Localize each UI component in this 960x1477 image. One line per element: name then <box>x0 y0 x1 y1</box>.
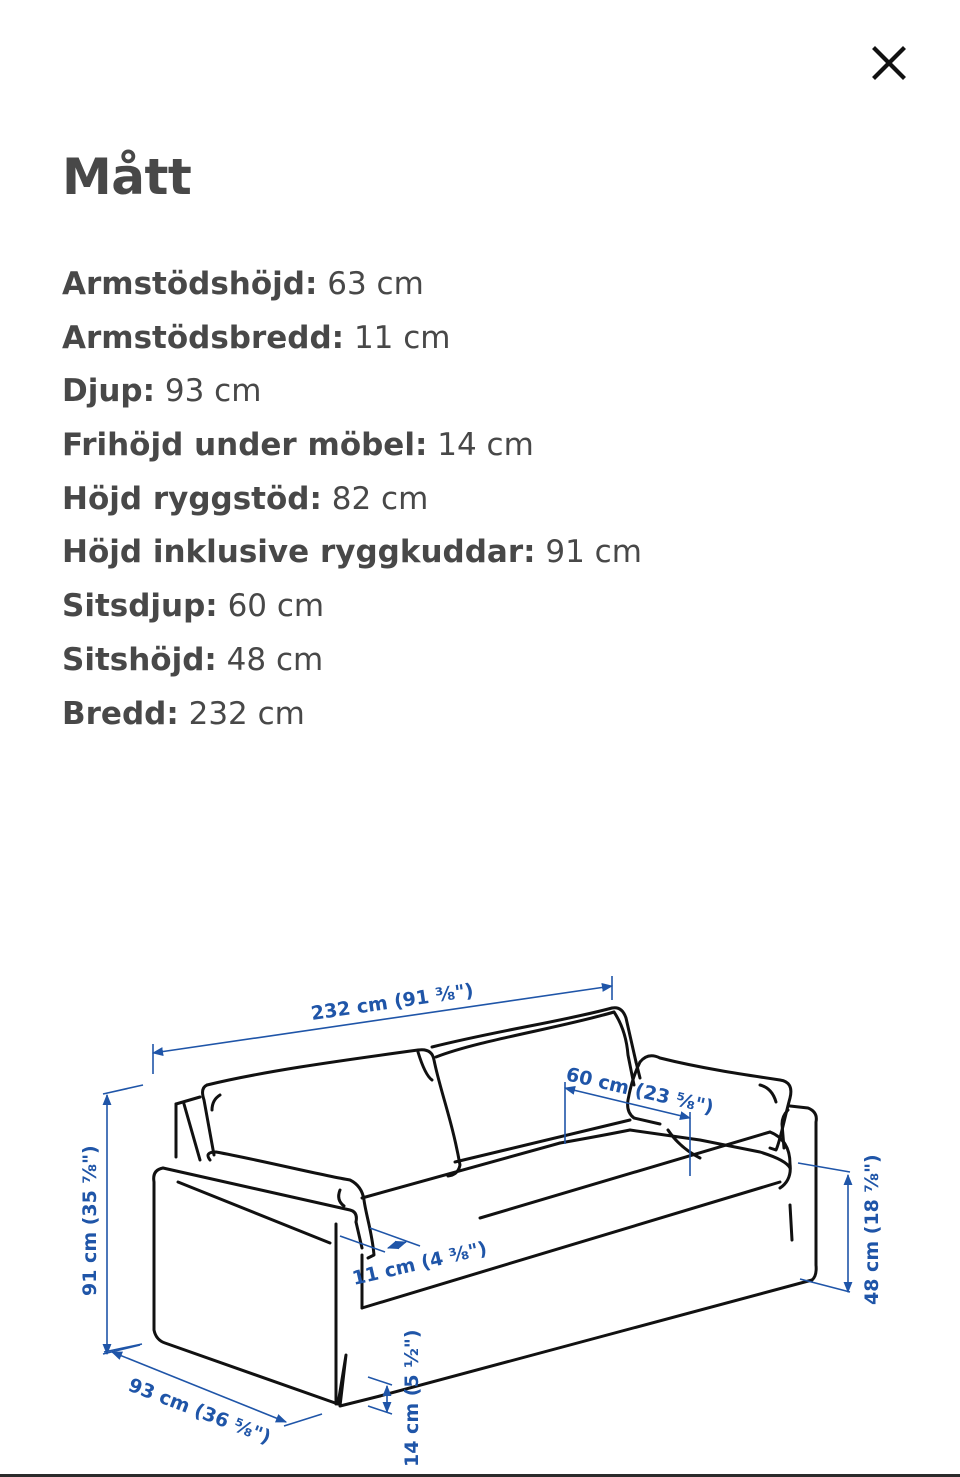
dimension-label: Höjd ryggstöd: <box>62 480 322 517</box>
dimension-value: 232 cm <box>188 695 305 732</box>
free-height-label: 14 cm (5 ½") <box>401 1329 423 1467</box>
depth-label: 93 cm (36 ⅝") <box>125 1374 274 1449</box>
height-label: 91 cm (35 ⅞") <box>79 1145 101 1296</box>
dimension-label: Höjd inklusive ryggkuddar: <box>62 534 536 571</box>
sofa-drawing <box>154 1008 817 1406</box>
close-button[interactable] <box>864 38 914 88</box>
width-label: 232 cm (91 ⅜") <box>309 979 475 1025</box>
armrest-width-label: 11 cm (4 ⅜") <box>350 1237 490 1290</box>
dimension-label: Sitshöjd: <box>62 641 217 678</box>
dimension-row-backrest-height <box>62 473 642 527</box>
close-icon <box>872 46 906 80</box>
dimension-row-seat-height <box>62 634 642 688</box>
sofa-dimension-diagram <box>0 940 960 1477</box>
dimension-row-height-incl-cushions <box>62 526 642 580</box>
dimension-row-seat-depth <box>62 580 642 634</box>
dimension-label: Armstödsbredd: <box>62 319 345 356</box>
dimension-value: 48 cm <box>226 641 324 678</box>
seat-height-label: 48 cm (18 ⅞") <box>861 1154 883 1305</box>
dimension-row-width <box>62 688 642 742</box>
armrest-width-dimension-line <box>388 1242 406 1248</box>
dimension-row-depth <box>62 365 642 419</box>
page-title: Mått <box>62 148 192 206</box>
dimension-label: Djup: <box>62 373 156 410</box>
dimension-value: 11 cm <box>353 319 451 356</box>
dimension-value: 91 cm <box>545 534 642 571</box>
dimension-row-armrest-width <box>62 312 642 366</box>
dimension-label: Frihöjd under möbel: <box>62 427 428 464</box>
dimension-value: 93 cm <box>164 373 262 410</box>
dimension-row-armrest-height <box>62 258 642 312</box>
dimensions-list <box>62 258 642 741</box>
dimension-label: Sitsdjup: <box>62 588 218 625</box>
dimension-value: 63 cm <box>327 266 424 302</box>
dimension-value: 14 cm <box>437 427 534 464</box>
sofa-illustration <box>0 940 960 1477</box>
dimension-row-free-height <box>62 419 642 473</box>
dimension-label: Armstödshöjd: <box>62 266 318 302</box>
dimension-label: Bredd: <box>62 695 179 732</box>
dimension-value: 82 cm <box>331 480 429 517</box>
seat-depth-label: 60 cm (23 ⅝") <box>563 1063 716 1119</box>
dimension-value: 60 cm <box>227 588 325 625</box>
